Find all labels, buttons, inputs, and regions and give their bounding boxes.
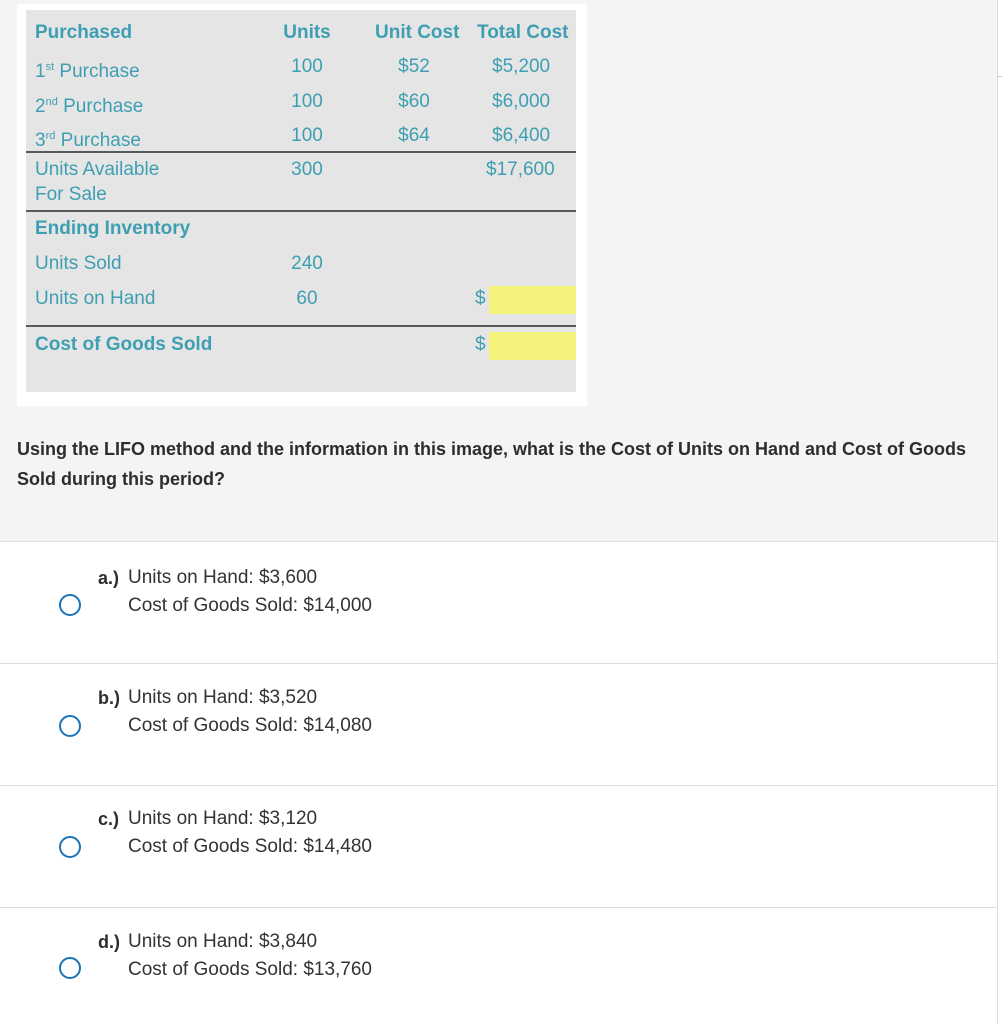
radio-button[interactable]: [59, 836, 81, 858]
purchase-row-total: $6,000: [492, 91, 551, 112]
panel-edge-tick: [997, 76, 1002, 77]
header-purchased: Purchased: [35, 22, 133, 43]
units-on-hand-value: 60: [296, 288, 318, 309]
option-line-1: Units on Hand: $3,120: [128, 808, 318, 829]
radio-button[interactable]: [59, 957, 81, 979]
purchase-row-units: 100: [291, 91, 323, 112]
option-line-1: Units on Hand: $3,600: [128, 567, 318, 588]
inventory-table: [26, 10, 576, 392]
available-label-line2: For Sale: [35, 184, 107, 205]
units-sold-label: Units Sold: [35, 253, 122, 274]
purchase-row-label: 3rd Purchase: [35, 130, 141, 151]
purchase-row-units: 100: [291, 56, 323, 77]
ending-inventory-heading: Ending Inventory: [35, 218, 191, 239]
question-figure: [17, 4, 587, 406]
radio-button[interactable]: [59, 715, 81, 737]
table-divider: [26, 151, 576, 153]
panel-right-border: [997, 0, 998, 1024]
option-letter: b.): [98, 688, 120, 708]
option-line-2: Cost of Goods Sold: $14,000: [128, 595, 372, 616]
purchase-row-unit-cost: $64: [398, 125, 430, 146]
table-divider: [26, 210, 576, 212]
question-prompt: Using the LIFO method and the information in this image, what is the Cost of Units on Hand and Cost of Goods Sold during this period?: [17, 439, 966, 489]
answer-option-a[interactable]: [0, 543, 998, 664]
option-letter: d.): [98, 932, 120, 952]
radio-button[interactable]: [59, 594, 81, 616]
option-line-2: Cost of Goods Sold: $14,080: [128, 715, 372, 736]
units-on-hand-currency: $: [475, 288, 486, 309]
answer-option-b[interactable]: [0, 665, 998, 786]
purchase-row-label: 2nd Purchase: [35, 96, 144, 117]
available-total: $17,600: [486, 159, 555, 180]
units-on-hand-answer-blank: [489, 286, 576, 314]
purchase-row-unit-cost: $52: [398, 56, 430, 77]
answer-option-d[interactable]: [0, 909, 998, 1024]
purchase-row-total: $5,200: [492, 56, 551, 77]
units-sold-value: 240: [291, 253, 323, 274]
option-line-1: Units on Hand: $3,520: [128, 687, 318, 708]
cogs-currency: $: [475, 334, 486, 355]
option-line-2: Cost of Goods Sold: $14,480: [128, 836, 372, 857]
header-total-cost: Total Cost: [477, 22, 569, 43]
answer-option-c[interactable]: [0, 787, 998, 908]
purchase-row-unit-cost: $60: [398, 91, 430, 112]
purchase-row-total: $6,400: [492, 125, 551, 146]
cogs-answer-blank: [489, 332, 576, 360]
header-units: Units: [283, 22, 331, 43]
option-letter: c.): [98, 809, 120, 829]
purchase-row-label: 1st Purchase: [35, 61, 140, 82]
available-units: 300: [291, 159, 323, 180]
option-line-2: Cost of Goods Sold: $13,760: [128, 959, 372, 980]
option-line-1: Units on Hand: $3,840: [128, 931, 318, 952]
table-divider: [26, 325, 576, 327]
units-on-hand-label: Units on Hand: [35, 288, 156, 309]
header-unit-cost: Unit Cost: [375, 22, 460, 43]
option-letter: a.): [98, 568, 120, 588]
available-label-line1: Units Available: [35, 159, 160, 180]
purchase-row-units: 100: [291, 125, 323, 146]
cogs-label: Cost of Goods Sold: [35, 334, 213, 355]
